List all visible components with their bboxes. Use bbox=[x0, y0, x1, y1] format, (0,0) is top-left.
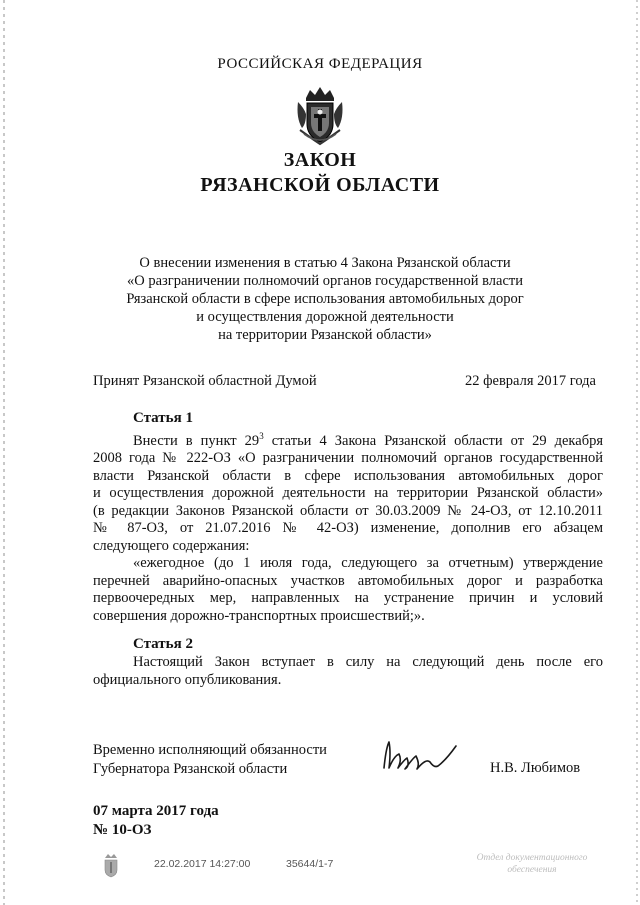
law-title-line-2: РЯЗАНСКОЙ ОБЛАСТИ bbox=[200, 174, 440, 196]
law-subject bbox=[90, 254, 560, 344]
country-heading: РОССИЙСКАЯ ФЕДЕРАЦИЯ bbox=[217, 56, 423, 72]
article-1-line bbox=[93, 428, 603, 450]
article-1-heading: Статья 1 bbox=[133, 410, 193, 426]
article-1-line: власти Рязанской области в сфере использования автомобильных дорог bbox=[93, 467, 603, 484]
article-1-quote-line: первоочередных мер, направленных на устранение причин и условий bbox=[93, 590, 603, 607]
law-title-line-1: ЗАКОН bbox=[283, 149, 357, 171]
article-1-superscript: 3 bbox=[259, 431, 264, 441]
footer-doc-id: 35644/1-7 bbox=[286, 858, 334, 870]
scan-edge-right bbox=[636, 0, 638, 905]
subject-line: О внесении изменения в статью 4 Закона Рязанской области bbox=[139, 255, 511, 271]
article-2-line: официального опубликования. bbox=[93, 671, 282, 688]
article-1-line: № 87-ОЗ, от 21.07.2016 № 42-ОЗ) изменение, дополнив его абзацем bbox=[93, 520, 603, 537]
signing-info bbox=[93, 802, 219, 840]
adoption-body: Принят Рязанской областной Думой bbox=[93, 373, 317, 389]
department-watermark bbox=[452, 852, 612, 876]
article-1-line: 2008 года № 222-ОЗ «О разграничении полномочий органов государственной bbox=[93, 450, 603, 467]
article-1-body bbox=[93, 428, 603, 625]
article-1-line: (в редакции Законов Рязанской области от 30.03.2009 № 24-ОЗ, от 12.10.2011 bbox=[93, 502, 603, 519]
article-2-line: Настоящий Закон вступает в силу на следующий день после его bbox=[133, 654, 603, 670]
subject-line: на территории Рязанской области» bbox=[218, 327, 432, 343]
watermark-line: Отдел документационного bbox=[476, 853, 588, 863]
handwritten-signature bbox=[380, 738, 460, 776]
scan-edge-left bbox=[3, 0, 5, 905]
article-2-heading: Статья 2 bbox=[133, 636, 193, 652]
article-1-quote-line: перечней аварийно-опасных участков автомобильных дорог и разработка bbox=[93, 572, 603, 589]
subject-line: Рязанской области в сфере использования автомобильных дорог bbox=[126, 291, 524, 307]
adoption-date: 22 февраля 2017 года bbox=[464, 373, 596, 389]
article-1-quote-line: совершения дорожно-транспортных происшествий;». bbox=[93, 607, 425, 624]
signer-title bbox=[93, 741, 327, 779]
ryazan-coat-of-arms-icon bbox=[294, 84, 346, 146]
article-1-line: следующего содержания: bbox=[93, 537, 250, 554]
article-1-text: Внести в пункт 29 bbox=[133, 432, 260, 449]
law-number: № 10-ОЗ bbox=[93, 822, 152, 838]
subject-line: «О разграничении полномочий органов государственной власти bbox=[126, 273, 523, 289]
article-1-quote-line: «ежегодное (до 1 июля года, следующего за отчетным) утверждение bbox=[133, 555, 603, 572]
article-2-body bbox=[93, 654, 603, 689]
law-title bbox=[0, 148, 640, 198]
footer-emblem-icon bbox=[100, 852, 122, 878]
footer-timestamp: 22.02.2017 14:27:00 bbox=[154, 858, 251, 870]
signer-title-line: Временно исполняющий обязанности bbox=[93, 742, 327, 758]
subject-line: и осуществления дорожной деятельности bbox=[196, 309, 454, 325]
watermark-line: обеспечения bbox=[507, 865, 557, 875]
signer-title-line: Губернатора Рязанской области bbox=[93, 761, 288, 777]
signing-date: 07 марта 2017 года bbox=[93, 803, 219, 819]
article-1-line: и осуществления дорожной деятельности на территории Рязанской области» bbox=[93, 485, 603, 502]
signer-name: Н.В. Любимов bbox=[490, 760, 581, 776]
article-1-text: статьи 4 Закона Рязанской области от 29 декабря bbox=[263, 432, 603, 449]
